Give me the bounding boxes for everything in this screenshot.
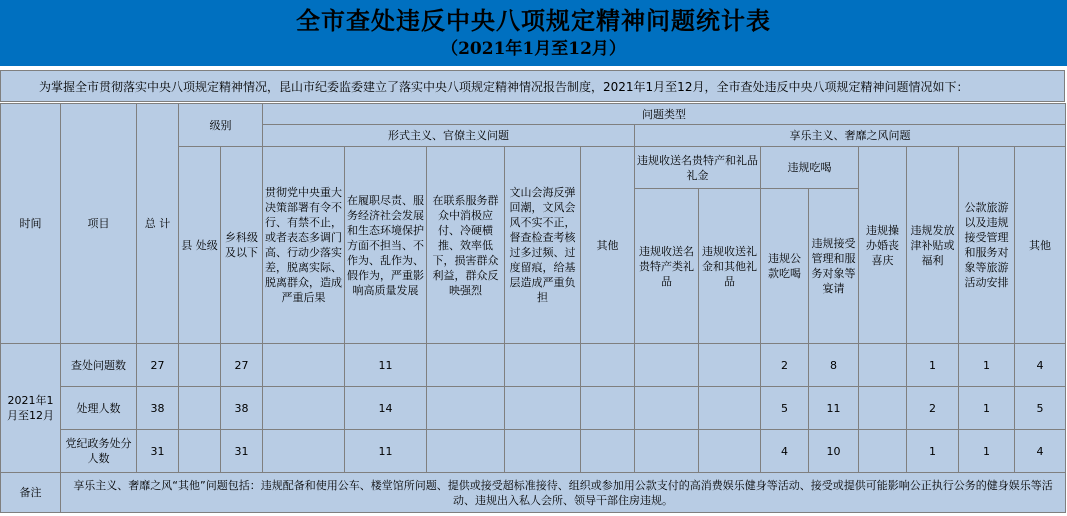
cell-f3[interactable] bbox=[427, 344, 505, 387]
cell-f1[interactable] bbox=[263, 430, 345, 473]
cell-allowance[interactable]: 1 bbox=[907, 430, 959, 473]
cell-township[interactable]: 31 bbox=[221, 430, 263, 473]
cell-allowance[interactable]: 1 bbox=[907, 344, 959, 387]
cell-gift2[interactable] bbox=[699, 430, 761, 473]
cell-travel[interactable]: 1 bbox=[959, 430, 1015, 473]
cell-total[interactable]: 27 bbox=[137, 344, 179, 387]
cell-wedding[interactable] bbox=[859, 430, 907, 473]
cell-meal2[interactable]: 11 bbox=[809, 387, 859, 430]
cell-county[interactable] bbox=[179, 344, 221, 387]
header-total[interactable]: 总 计 bbox=[137, 104, 179, 344]
cell-f1[interactable] bbox=[263, 344, 345, 387]
page-subtitle: （2021年1月至12月） bbox=[441, 39, 626, 59]
cell-county[interactable] bbox=[179, 430, 221, 473]
header-hedonism-other[interactable]: 其他 bbox=[1015, 147, 1066, 344]
cell-f2[interactable]: 11 bbox=[345, 430, 427, 473]
header-level[interactable]: 级别 bbox=[179, 104, 263, 147]
header-formalism-3[interactable]: 在联系服务群众中消极应付、冷硬横推、效率低下，损害群众利益，群众反映强烈 bbox=[427, 147, 505, 344]
header-item[interactable]: 项目 bbox=[61, 104, 137, 344]
cell-township[interactable]: 38 bbox=[221, 387, 263, 430]
header-gifts[interactable]: 违规收送名贵特产和礼品礼金 bbox=[635, 147, 761, 189]
header-township-level[interactable]: 乡科级及以下 bbox=[221, 147, 263, 344]
cell-meal1[interactable]: 5 bbox=[761, 387, 809, 430]
cell-f4[interactable] bbox=[505, 344, 581, 387]
cell-f4[interactable] bbox=[505, 430, 581, 473]
cell-f3[interactable] bbox=[427, 387, 505, 430]
cell-allowance[interactable]: 2 bbox=[907, 387, 959, 430]
cell-f1[interactable] bbox=[263, 387, 345, 430]
header-formalism-other[interactable]: 其他 bbox=[581, 147, 635, 344]
cell-f-other[interactable] bbox=[581, 344, 635, 387]
cell-meal2[interactable]: 10 bbox=[809, 430, 859, 473]
cell-travel[interactable]: 1 bbox=[959, 387, 1015, 430]
header-gift-cash[interactable]: 违规收送礼金和其他礼品 bbox=[699, 189, 761, 344]
cell-gift1[interactable] bbox=[635, 344, 699, 387]
header-time[interactable]: 时间 bbox=[1, 104, 61, 344]
header-hedonism[interactable]: 享乐主义、奢靡之风问题 bbox=[635, 125, 1066, 147]
header-formalism[interactable]: 形式主义、官僚主义问题 bbox=[263, 125, 635, 147]
cell-wedding[interactable] bbox=[859, 387, 907, 430]
cell-gift1[interactable] bbox=[635, 387, 699, 430]
cell-travel[interactable]: 1 bbox=[959, 344, 1015, 387]
header-county-level[interactable]: 县 处级 bbox=[179, 147, 221, 344]
cell-h-other[interactable]: 4 bbox=[1015, 430, 1066, 473]
header-problem-type[interactable]: 问题类型 bbox=[263, 104, 1066, 125]
header-meal-banquet[interactable]: 违规接受管理和服务对象等宴请 bbox=[809, 189, 859, 344]
cell-total[interactable]: 31 bbox=[137, 430, 179, 473]
cell-f3[interactable] bbox=[427, 430, 505, 473]
header-gift-specialty[interactable]: 违规收送名贵特产类礼品 bbox=[635, 189, 699, 344]
cell-h-other[interactable]: 4 bbox=[1015, 344, 1066, 387]
cell-h-other[interactable]: 5 bbox=[1015, 387, 1066, 430]
cell-county[interactable] bbox=[179, 387, 221, 430]
cell-meal2[interactable]: 8 bbox=[809, 344, 859, 387]
cell-gift2[interactable] bbox=[699, 387, 761, 430]
header-allowance[interactable]: 违规发放津补贴或福利 bbox=[907, 147, 959, 344]
row-label[interactable]: 处理人数 bbox=[61, 387, 137, 430]
header-wedding[interactable]: 违规操办婚丧喜庆 bbox=[859, 147, 907, 344]
title-band bbox=[0, 0, 1067, 66]
note-text[interactable]: 享乐主义、奢靡之风“其他”问题包括：违规配备和使用公车、楼堂馆所问题、提供或接受超标准接待、组织或参加用公款支付的高消费娱乐健身等活动、接受或提供可能影响公正执行公务的健身娱乐等活动、违规出入私人会所、领导干部住房违规。 bbox=[61, 473, 1066, 513]
cell-wedding[interactable] bbox=[859, 344, 907, 387]
header-meal-public[interactable]: 违规公款吃喝 bbox=[761, 189, 809, 344]
note-label[interactable]: 备注 bbox=[1, 473, 61, 513]
period-cell[interactable]: 2021年1月至12月 bbox=[1, 344, 61, 473]
cell-township[interactable]: 27 bbox=[221, 344, 263, 387]
statistics-table bbox=[0, 103, 1066, 513]
row-label[interactable]: 查处问题数 bbox=[61, 344, 137, 387]
header-travel[interactable]: 公款旅游以及违规接受管理和服务对象等旅游活动安排 bbox=[959, 147, 1015, 344]
cell-meal1[interactable]: 4 bbox=[761, 430, 809, 473]
row-label[interactable]: 党纪政务处分人数 bbox=[61, 430, 137, 473]
cell-total[interactable]: 38 bbox=[137, 387, 179, 430]
cell-f2[interactable]: 11 bbox=[345, 344, 427, 387]
cell-meal1[interactable]: 2 bbox=[761, 344, 809, 387]
cell-f-other[interactable] bbox=[581, 430, 635, 473]
intro-text: 为掌握全市贯彻落实中央八项规定精神情况，昆山市纪委监委建立了落实中央八项规定精神情况报告制度，2021年1月至12月，全市查处违反中央八项规定精神问题情况如下： bbox=[0, 70, 1065, 102]
cell-f4[interactable] bbox=[505, 387, 581, 430]
header-formalism-4[interactable]: 文山会海反弹回潮，文风会风不实不正，督查检查考核过多过频、过度留痕，给基层造成严重负担 bbox=[505, 147, 581, 344]
cell-gift2[interactable] bbox=[699, 344, 761, 387]
header-meals[interactable]: 违规吃喝 bbox=[761, 147, 859, 189]
cell-f2[interactable]: 14 bbox=[345, 387, 427, 430]
cell-f-other[interactable] bbox=[581, 387, 635, 430]
page-title: 全市查处违反中央八项规定精神问题统计表 bbox=[296, 6, 771, 35]
cell-gift1[interactable] bbox=[635, 430, 699, 473]
header-formalism-1[interactable]: 贯彻党中央重大决策部署有令不行、有禁不止，或者表态多调门高、行动少落实差，脱离实际、脱离群众，造成严重后果 bbox=[263, 147, 345, 344]
header-formalism-2[interactable]: 在履职尽责、服务经济社会发展和生态环境保护方面不担当、不作为、乱作为、假作为，严重影响高质量发展 bbox=[345, 147, 427, 344]
